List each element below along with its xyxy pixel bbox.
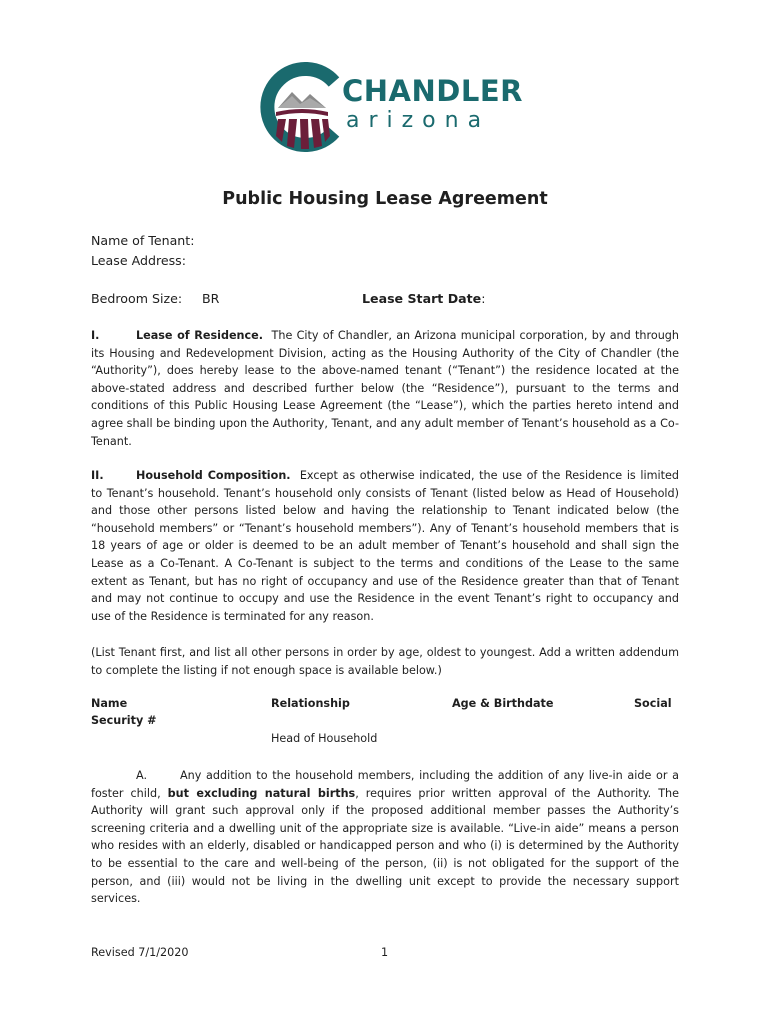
- column-header-security: Security #: [91, 714, 157, 727]
- listing-instructions: (List Tenant first, and list all other persons in order by age, oldest to youngest. Add a written addendum to complete the listing if not enough space is available below.): [91, 646, 679, 677]
- footer-page-number: 1: [381, 946, 389, 959]
- item-bold-text: but excluding natural births: [167, 786, 356, 800]
- section-heading: Lease of Residence.: [136, 329, 263, 342]
- chandler-logo-mark-icon: [256, 62, 348, 152]
- logo-wordmark: CHANDLER: [342, 74, 523, 108]
- row-relationship-head: Head of Household: [271, 732, 378, 745]
- section-heading: Household Composition.: [136, 469, 291, 482]
- bedroom-suffix: BR: [202, 291, 220, 306]
- document-title: Public Housing Lease Agreement: [222, 189, 548, 209]
- tenant-name-label: Name of Tenant:: [91, 233, 195, 248]
- section-number: II.: [91, 469, 104, 482]
- section-number: I.: [91, 329, 100, 342]
- lease-start-date-label: Lease Start Date:: [362, 291, 486, 306]
- column-header-name: Name: [91, 697, 128, 710]
- bedroom-size-label: Bedroom Size:: [91, 291, 183, 306]
- section-household-composition: [91, 467, 679, 625]
- chandler-logo: [256, 62, 523, 152]
- item-a-paragraph: A. Any addition to the household members, including the addition of any live-in aide or a foster child, but excluding natural births, requires prior written approval of the Authority. The Authority will grant such approval only if the proposed additional member passes the Authority’s screening criteria and a dwelling unit of the appropriate size is available. “Live-in aide” means a person who resides with an elderly, disabled or handicapped person and who (i) is determined by the Authority to be essential to the care and well-being of the person, (ii) is not obligated for the support of the person, and (iii) would not be living in the dwelling unit except to provide the necessary support services.: [91, 769, 680, 906]
- column-header-relationship: Relationship: [271, 697, 350, 710]
- lease-address-label: Lease Address:: [91, 253, 186, 268]
- column-header-age-birthdate: Age & Birthdate: [452, 697, 554, 710]
- item-label: A.: [136, 769, 148, 782]
- section-body: The City of Chandler, an Arizona municipal corporation, by and through its Housing and Redevelopment Division, acting as the Housing Authority of the City of Chandler (the “Authority”), does hereby lease to the above-named tenant (“Tenant”) the residence located at the above-stated address and described further below (the “Residence”), pursuant to the terms and conditions of this Public Housing Lease Agreement (the “Lease”), which the parties hereto intend and agree shall be binding upon the Authority, Tenant, and any adult member of Tenant’s household as a Co-Tenant.: [91, 329, 679, 448]
- footer-revised-date: Revised 7/1/2020: [91, 946, 189, 959]
- column-header-social: Social: [634, 697, 672, 710]
- section-body: Except as otherwise indicated, the use of the Residence is limited to Tenant’s household. Tenant’s household only consists of Tenant (listed below as Head of Household) and those other persons listed below and having the relationship to Tenant indicated below (the “household members” or “Tenant’s household members”). Any of Tenant’s household members that is 18 years of age or older is deemed to be an adult member of Tenant’s household and shall sign the Lease as a Co-Tenant. A Co-Tenant is subject to the terms and conditions of the Lease to the same extent as Tenant, but has no right of occupancy and use of the Residence greater than that of Tenant and may not continue to occupy and use the Residence in the event Tenant’s right to occupancy and use of the Residence is terminated for any reason.: [91, 469, 679, 623]
- section-lease-of-residence: [91, 327, 679, 450]
- logo-state: arizona: [346, 108, 491, 133]
